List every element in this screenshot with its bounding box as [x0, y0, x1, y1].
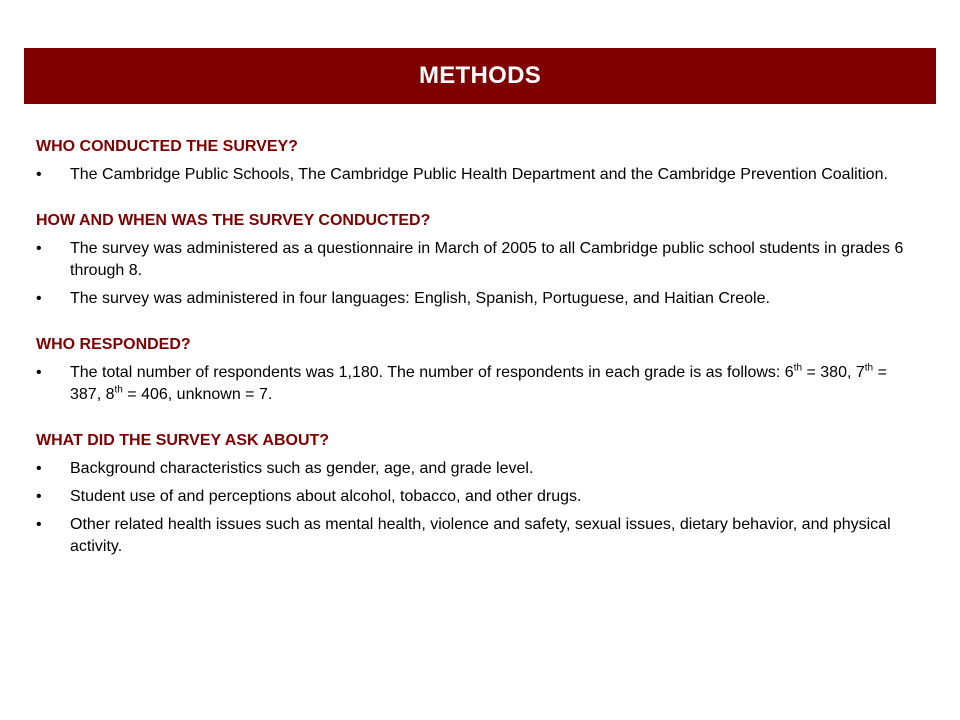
- section-heading: WHO RESPONDED?: [36, 336, 191, 353]
- bullet-text: Student use of and perceptions about alcohol, tobacco, and other drugs.: [70, 488, 582, 505]
- section-heading: HOW AND WHEN WAS THE SURVEY CONDUCTED?: [36, 212, 431, 229]
- bullet-dot: •: [36, 460, 42, 477]
- bullet-item: [36, 458, 916, 480]
- bullet-dot: •: [36, 290, 42, 307]
- bullet-text: Other related health issues such as mental health, violence and safety, sexual issues, dietary behavior, and physical activity.: [70, 516, 891, 555]
- bullet-text: The survey was administered in four languages: English, Spanish, Portuguese, and Haitian Creole.: [70, 290, 770, 307]
- bullet-text: Background characteristics such as gender, age, and grade level.: [70, 460, 534, 477]
- section-what-asked: [36, 430, 916, 558]
- bullet-text: The survey was administered as a questionnaire in March of 2005 to all Cambridge public school students in grades 6 through 8.: [70, 240, 904, 279]
- section-heading: WHAT DID THE SURVEY ASK ABOUT?: [36, 432, 330, 449]
- bullet-dot: •: [36, 364, 42, 381]
- grade-6-label: 6: [784, 364, 794, 381]
- grade-8-suffix: th: [114, 384, 123, 396]
- bullet-item: [36, 164, 916, 186]
- slide-content: [36, 136, 916, 582]
- bullet-item: [36, 288, 916, 310]
- grade-6-suffix: th: [793, 362, 803, 374]
- section-who-responded: [36, 334, 916, 406]
- bullet-text: The Cambridge Public Schools, The Cambridge Public Health Department and the Cambridge Prevention Coalition.: [70, 166, 888, 183]
- bullet-text: [70, 362, 916, 406]
- grade-7-count: = 387,: [70, 364, 887, 403]
- grade-7-suffix: th: [864, 362, 874, 374]
- bullet-item: [36, 514, 916, 558]
- bullet-item: [36, 486, 916, 508]
- grade-8-count: = 406, unknown = 7.: [122, 386, 273, 403]
- grade-8-label: 8: [105, 386, 115, 403]
- bullet-dot: •: [36, 166, 42, 183]
- grade-6-count: = 380,: [802, 364, 856, 381]
- slide-title: METHODS: [418, 62, 542, 89]
- bullet-item: [36, 238, 916, 282]
- bullet-dot: •: [36, 240, 42, 257]
- section-how-when: [36, 210, 916, 310]
- section-heading: WHO CONDUCTED THE SURVEY?: [36, 138, 298, 155]
- title-bar: [24, 48, 936, 104]
- respondents-intro: The total number of respondents was 1,180. The number of respondents in each grade is as follows:: [70, 364, 785, 381]
- section-who-conducted: [36, 136, 916, 186]
- bullet-item: [36, 362, 916, 406]
- bullet-dot: •: [36, 488, 42, 505]
- grade-7-label: 7: [855, 364, 865, 381]
- bullet-dot: •: [36, 516, 42, 533]
